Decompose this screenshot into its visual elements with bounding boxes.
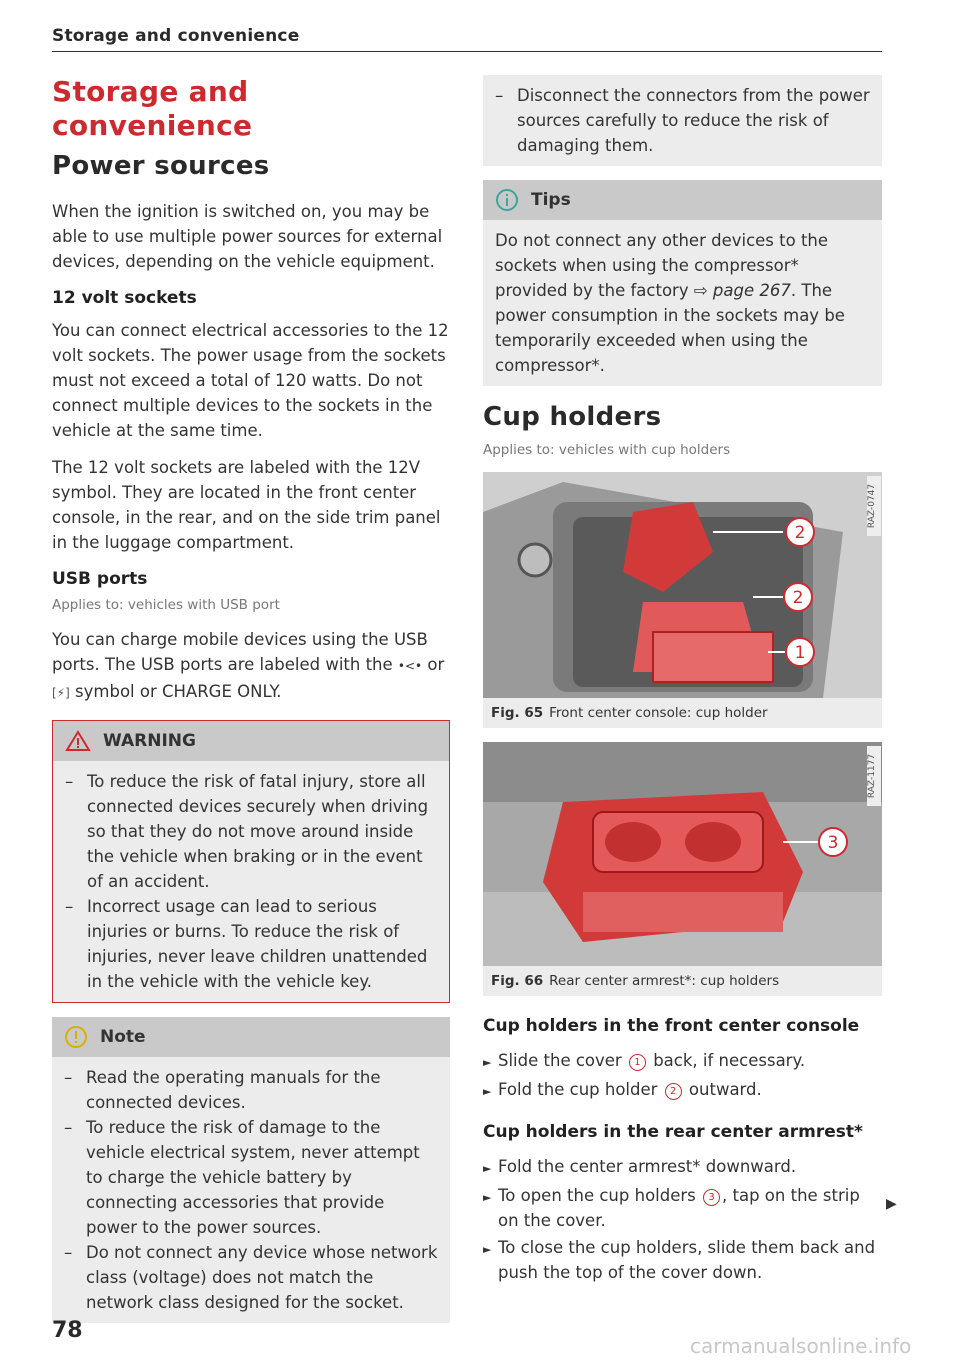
- continued-box: [483, 75, 882, 166]
- watermark: carmanualsonline.info: [690, 1334, 912, 1358]
- callout-ref: 2: [665, 1083, 682, 1100]
- chapter-title: Storage and convenience: [52, 75, 253, 142]
- callout-1: 1: [794, 643, 806, 663]
- info-icon: [495, 188, 519, 212]
- cup-holders-title: Cup holders: [483, 402, 662, 432]
- note-item: – Do not connect any device whose network class (voltage) does not match the network class designed for the socket.: [64, 1243, 438, 1312]
- note-exclamation-icon: [64, 1025, 88, 1049]
- callout-2a: 2: [794, 523, 806, 543]
- figure-66: [483, 742, 882, 996]
- list-item: ► To close the cup holders, slide them back and push the top of the cover down.: [483, 1238, 876, 1282]
- left-column: [52, 75, 450, 1337]
- charge-only-icon: [⚡]: [52, 686, 70, 700]
- warning-item: – To reduce the risk of fatal injury, store all connected devices securely when driving so that they do not move around inside the vehicle when braking or in the event of an accident.: [65, 772, 429, 891]
- callout-ref: 3: [703, 1189, 720, 1206]
- tips-body: Do not connect any other devices to the sockets when using the compressor* provided by the factory ⇨ page 267. The power consumption in the sockets may be temporarily exceeded when using the compressor*.: [483, 220, 882, 386]
- usb-applies: Applies to: vehicles with USB port: [52, 597, 280, 613]
- volt-paragraph-2: The 12 volt sockets are labeled with the 12V symbol. They are located in the front center console, in the rear, and on the side trim panel in the luggage compartment.: [52, 458, 441, 552]
- warning-triangle-icon: [65, 730, 91, 752]
- usb-paragraph: You can charge mobile devices using the USB ports. The USB ports are labeled with the •<• or [⚡] symbol or CHARGE ONLY.: [52, 630, 445, 701]
- right-column: [483, 75, 882, 1287]
- tips-box: [483, 180, 882, 386]
- cup-applies: Applies to: vehicles with cup holders: [483, 442, 731, 458]
- note-title: Note: [100, 1026, 146, 1047]
- usb-heading: USB ports: [52, 569, 148, 589]
- warning-item: – Incorrect usage can lead to serious injuries or burns. To reduce the risk of injuries, never leave children unattended in the vehicle with the vehicle key.: [65, 897, 428, 991]
- list-item: ► Slide the cover 1 back, if necessary.: [483, 1051, 806, 1070]
- figure-66-caption: Fig. 66 Rear center armrest*: cup holders: [491, 973, 780, 989]
- tips-title: Tips: [531, 189, 571, 210]
- note-box: [52, 1017, 450, 1323]
- figure-code: RAZ-0747: [867, 483, 877, 529]
- continued-item: – Disconnect the connectors from the power sources carefully to reduce the risk of damaging them.: [495, 86, 870, 155]
- list-item: ► Fold the center armrest* downward.: [483, 1157, 797, 1176]
- note-item: – To reduce the risk of damage to the vehicle electrical system, never attempt to charge the vehicle battery by connecting accessories that provide power to the power sources.: [64, 1118, 420, 1237]
- front-cup-heading: Cup holders in the front center console: [483, 1016, 860, 1036]
- note-header: [52, 1017, 450, 1057]
- figure-code: RAZ-1177: [867, 753, 877, 799]
- callout-2b: 2: [792, 588, 804, 608]
- warning-box: [52, 720, 450, 1003]
- header-divider: [52, 51, 882, 52]
- figure-65-caption: Fig. 65 Front center console: cup holder: [491, 705, 768, 721]
- intro-paragraph: When the ignition is switched on, you may be able to use multiple power sources for external devices, depending on the vehicle equipment.: [52, 202, 443, 271]
- note-item: – Read the operating manuals for the connected devices.: [64, 1068, 381, 1112]
- warning-title: WARNING: [103, 730, 196, 751]
- warning-header: [53, 721, 449, 761]
- list-item: ► Fold the cup holder 2 outward.: [483, 1080, 762, 1099]
- continue-arrow-icon: ▶: [886, 1196, 897, 1212]
- callout-3: 3: [827, 833, 839, 853]
- note-body: [52, 1057, 450, 1323]
- page-reference-link[interactable]: ⇨ page 267: [693, 281, 791, 300]
- volt-paragraph-1: You can connect electrical accessories to the 12 volt sockets. The power usage from the sockets must not exceed a total of 120 watts. Do not connect multiple devices to the sockets in the vehicle at the same time.: [52, 321, 449, 440]
- section-title: Power sources: [52, 151, 270, 181]
- continued-body: [483, 75, 882, 166]
- running-header: Storage and convenience: [52, 26, 300, 46]
- list-item: ► To open the cup holders 3 , tap on the strip on the cover.: [483, 1186, 860, 1230]
- figure-65: [483, 472, 882, 728]
- rear-armrest-illustration: [483, 742, 882, 966]
- tips-header: [483, 180, 882, 220]
- warning-body: [53, 761, 449, 1002]
- volt-heading: 12 volt sockets: [52, 288, 197, 308]
- page-number: 78: [52, 1318, 83, 1343]
- callout-ref: 1: [629, 1054, 646, 1071]
- usb-icon: •<•: [397, 659, 423, 673]
- rear-cup-heading: Cup holders in the rear center armrest*: [483, 1122, 863, 1142]
- front-console-illustration: [483, 472, 882, 698]
